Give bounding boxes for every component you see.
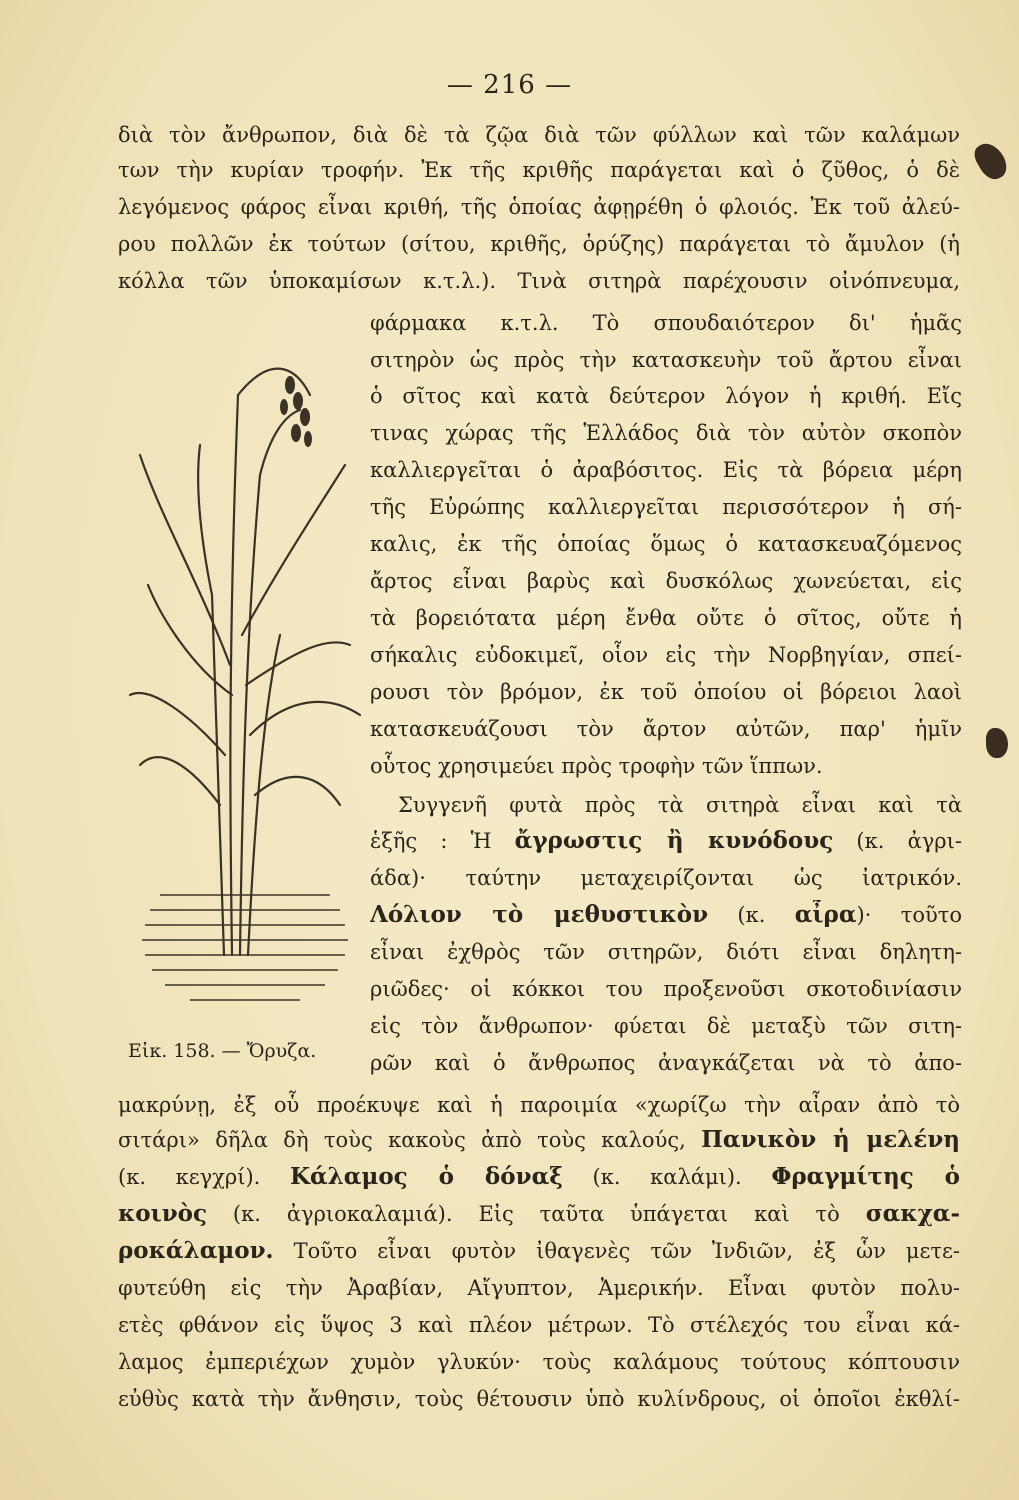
- text-line: φυτεύθη εἰς τὴν Ἀραβίαν, Αἴγυπτον, Ἀμερικήν. Εἶναι φυτὸν πολυ-: [118, 1276, 960, 1300]
- text-line: εἰς τὸν ἄνθρωπον· φύεται δὲ μεταξὺ τῶν σιτη-: [370, 1014, 962, 1038]
- text-line: διὰ τὸν ἄνθρωπον, διὰ δὲ τὰ ζῷα διὰ τῶν φύλλων καὶ τῶν καλάμων: [118, 123, 960, 147]
- rice-plant-icon: [120, 335, 365, 1020]
- text-line: των τὴν κυρίαν τροφήν. Ἐκ τῆς κριθῆς παράγεται καὶ ὁ ζῦθος, ὁ δὲ: [118, 158, 960, 182]
- text-line: ετὲς φθάνον εἰς ὕψος 3 καὶ πλέον μέτρων. Τὸ στέλεχός του εἶναι κά-: [118, 1313, 960, 1337]
- text-line: ρου πολλῶν ἐκ τούτων (σίτου, κριθῆς, ὀρύζης) παράγεται τὸ ἄμυλον (ἡ: [118, 232, 960, 256]
- text-line: καλλιεργεῖται ὁ ἀραβόσιτος. Εἰς τὰ βόρεια μέρη: [370, 458, 962, 482]
- bold-term: Λόλιον τὸ μεθυστικὸν: [370, 901, 709, 928]
- text-run: σιτάρι» δῆλα δὴ τοὺς κακοὺς ἀπὸ τοὺς καλούς,: [118, 1128, 702, 1152]
- bold-term: ροκάλαμον.: [118, 1237, 274, 1264]
- page-number: — 216 —: [446, 70, 573, 100]
- text-line: τῆς Εὐρώπης καλλιεργεῖται περισσότερον ἡ σή-: [370, 495, 962, 519]
- text-line: σήκαλις εὐδοκιμεῖ, οἷον εἰς τὴν Νορβηγίαν, σπεί-: [370, 643, 962, 667]
- text-line: κόλλα τῶν ὑποκαμίσων κ.τ.λ.). Τινὰ σιτηρὰ παρέχουσιν οἰνόπνευμα,: [118, 269, 960, 293]
- bold-term: κοινὸς: [118, 1200, 208, 1227]
- text-line: λεγόμενος φάρος εἶναι κριθή, τῆς ὁποίας ἀφῃρέθη ὁ φλοιός. Ἐκ τοῦ ἀλεύ-: [118, 195, 960, 219]
- text-run: )· τοῦτο: [856, 903, 962, 927]
- bold-term: ἄγρωστις ἢ κυνόδους: [514, 827, 834, 854]
- text-line: μακρύνῃ, ἐξ οὗ προέκυψε καὶ ἡ παροιμία «χωρίζω τὴν αἶραν ἀπὸ τὸ: [118, 1093, 960, 1117]
- text-line: [118, 1236, 960, 1266]
- text-line: ρῶν καὶ ὁ ἄνθρωπος ἀναγκάζεται νὰ τὸ ἀπο-: [370, 1051, 962, 1075]
- text-run: (κ. καλάμι).: [562, 1165, 772, 1189]
- ink-stain: [986, 728, 1008, 758]
- text-line: ρουσι τὸν βρόμον, ἐκ τοῦ ὁποίου οἱ βόρειοι λαοὶ: [370, 680, 962, 704]
- text-run: (κ.: [708, 903, 795, 927]
- bold-term: αἶρα: [794, 901, 857, 928]
- text-line: [118, 1199, 960, 1229]
- text-line: [118, 1125, 960, 1155]
- text-run: ἑξῆς : Ἡ: [370, 829, 515, 853]
- bold-term: Πανικὸν ἡ μελένη: [701, 1126, 960, 1153]
- text-line: φάρμακα κ.τ.λ. Τὸ σπουδαιότερον δι' ἡμᾶς: [370, 311, 962, 335]
- rice-plant-illustration: [120, 335, 365, 1020]
- text-line: ἄρτος εἶναι βαρὺς καὶ δυσκόλως χωνεύεται, εἰς: [370, 569, 962, 593]
- text-run: (κ. κεγχρί).: [118, 1165, 290, 1189]
- text-line: τινας χώρας τῆς Ἑλλάδος διὰ τὸν αὐτὸν σκοπὸν: [370, 421, 962, 445]
- text-line: κατασκευάζουσι τὸν ἄρτον αὐτῶν, παρ' ἡμῖν: [370, 717, 962, 741]
- text-line: [370, 826, 962, 856]
- text-line: [370, 900, 962, 930]
- text-line: Συγγενῆ φυτὰ πρὸς τὰ σιτηρὰ εἶναι καὶ τὰ: [398, 793, 962, 817]
- bold-term: Κάλαμος ὁ δόναξ: [289, 1163, 563, 1190]
- text-line: εἶναι ἐχθρὸς τῶν σιτηρῶν, διότι εἶναι δηλητη-: [370, 940, 962, 964]
- figure-caption: Εἰκ. 158. — Ὄρυζα.: [128, 1040, 317, 1062]
- text-line: ὁ σῖτος καὶ κατὰ δεύτερον λόγον ἡ κριθή. Εἴς: [370, 384, 962, 408]
- bold-term: Φραγμίτης ὁ: [771, 1163, 960, 1190]
- text-line: ριῶδες· οἱ κόκκοι του προξενοῦσι σκοτοδινίασιν: [370, 977, 962, 1001]
- ink-stain: [970, 138, 1012, 184]
- text-run: (κ. ἀγριοκαλαμιά). Εἰς ταῦτα ὑπάγεται καὶ τὸ: [207, 1202, 866, 1226]
- text-line: οὗτος χρησιμεύει πρὸς τροφὴν τῶν ἵππων.: [370, 754, 823, 778]
- text-line: λαμος ἐμπεριέχων χυμὸν γλυκύν· τοὺς καλάμους τούτους κόπτουσιν: [118, 1350, 960, 1374]
- text-line: εὐθὺς κατὰ τὴν ἄνθησιν, τοὺς θέτουσιν ὑπὸ κυλίνδρους, οἱ ὁποῖοι ἐκθλί-: [118, 1387, 960, 1411]
- text-line: σιτηρὸν ὡς πρὸς τὴν κατασκευὴν τοῦ ἄρτου εἶναι: [370, 348, 962, 372]
- text-line: άδα)· ταύτην μεταχειρίζονται ὡς ἰατρικόν.: [370, 866, 962, 890]
- text-run: Τοῦτο εἶναι φυτὸν ἰθαγενὲς τῶν Ἰνδιῶν, ἐξ ὧν μετε-: [273, 1239, 960, 1263]
- text-run: (κ. ἀγρι-: [833, 829, 962, 853]
- text-line: τὰ βορειότατα μέρη ἔνθα οὔτε ὁ σῖτος, οὔτε ἡ: [370, 606, 962, 630]
- text-line: [118, 1162, 960, 1192]
- text-line: καλις, ἐκ τῆς ὁποίας ὅμως ὁ κατασκευαζόμενος: [370, 532, 962, 556]
- bold-term: σακχα-: [865, 1200, 960, 1227]
